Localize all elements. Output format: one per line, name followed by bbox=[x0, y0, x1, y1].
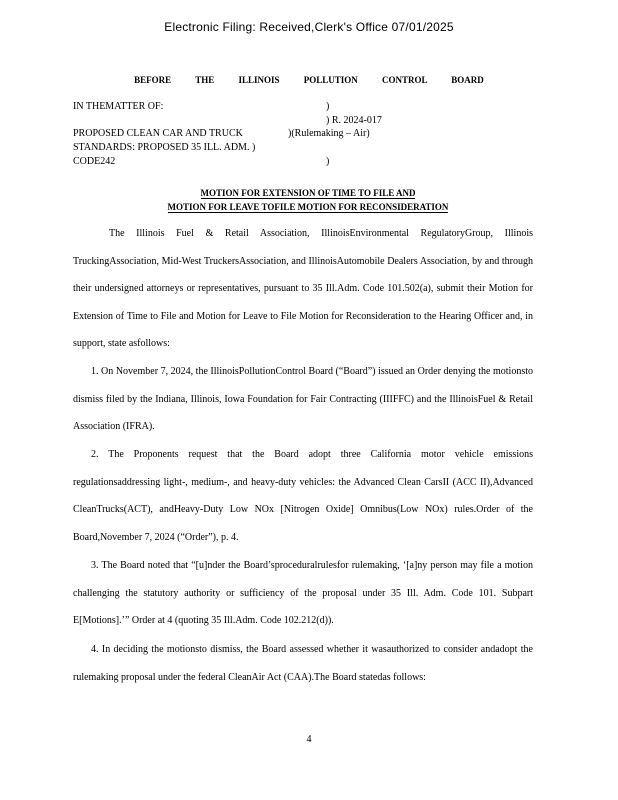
board-title: BEFORE THE ILLINOIS POLLUTION CONTROL BOARD bbox=[134, 75, 484, 85]
caption-proposed-clean-car: PROPOSED CLEAN CAR AND TRUCK bbox=[73, 128, 243, 139]
motion-title-line-1-text: MOTION FOR EXTENSION OF TIME TO FILE AND bbox=[200, 188, 416, 198]
motion-title bbox=[118, 186, 498, 214]
paragraph-4: 4. In deciding the motionsto dismiss, the Board assessed whether it wasauthorized to consider andadopt the rulemaking proposal under the federal CleanAir Act (CAA).The Board statedas follows: bbox=[73, 644, 533, 683]
caption-paren-2: ) bbox=[326, 156, 330, 167]
paragraph-2: 2. The Proponents request that the Board adopt three California motor vehicle emissions regulationsaddressing light-, medium-, and heavy-duty vehicles: the Advanced Clean CarsII (ACC II),Advanced CleanTrucks(ACT), andHeavy-Duty Low NOx [Nitrogen Oxide] Omnibus(Low NOx) rules.Order of the Board,November 7, 2024 (“Order”), p. 4. bbox=[73, 449, 533, 543]
filing-stamp-header: Electronic Filing: Received,Clerk's Office 07/01/2025 bbox=[164, 20, 454, 34]
paragraph-1: 1. On November 7, 2024, the IllinoisPollutionControl Board (“Board”) issued an Order denying the motionsto dismiss filed by the Indiana, Illinois, Iowa Foundation for Fair Contracting (IIIFFC) and the IllinoisFuel & Retail Association (IFRA). bbox=[73, 366, 533, 432]
caption-docket-number: ) R. 2024-017 bbox=[326, 115, 382, 126]
caption-in-the-matter: IN THEMATTER OF: bbox=[73, 101, 164, 112]
caption-code: CODE242 bbox=[73, 156, 116, 167]
intro-paragraph: The Illinois Fuel & Retail Association, IllinoisEnvironmental RegulatoryGroup, Illinois TruckingAssociation, Mid-West TruckersAssociation, and IllinoisAutomobile Dealers Association, by and through their undersigned attorneys or representatives, pursuant to 35 Ill.Adm. Code 101.502(a), submit their Motion for Extension of Time to File and Motion for Leave to File Motion for Reconsideration to the Hearing Officer and, in support, state asfollows: bbox=[73, 228, 533, 349]
page-number: 4 bbox=[306, 734, 312, 745]
caption-standards: STANDARDS: PROPOSED 35 ILL. ADM. ) bbox=[73, 142, 256, 153]
motion-title-line-1 bbox=[118, 186, 498, 200]
paragraph-3: 3. The Board noted that “[u]nder the Board’sproceduralrulesfor rulemaking, ‘[a]ny person may file a motion challenging the statutory authority or sufficiency of the proposal under 35 Ill. Adm. Code 101. Subpart E[Motions].’” Order at 4 (quoting 35 Ill.Adm. Code 102.212(d)). bbox=[73, 560, 533, 626]
caption-rulemaking-air: )(Rulemaking – Air) bbox=[288, 128, 370, 139]
caption-paren-1: ) bbox=[326, 101, 330, 112]
motion-title-line-2 bbox=[118, 200, 498, 214]
motion-title-line-2-text: MOTION FOR LEAVE TOFILE MOTION FOR RECONSIDERATION bbox=[167, 202, 449, 212]
